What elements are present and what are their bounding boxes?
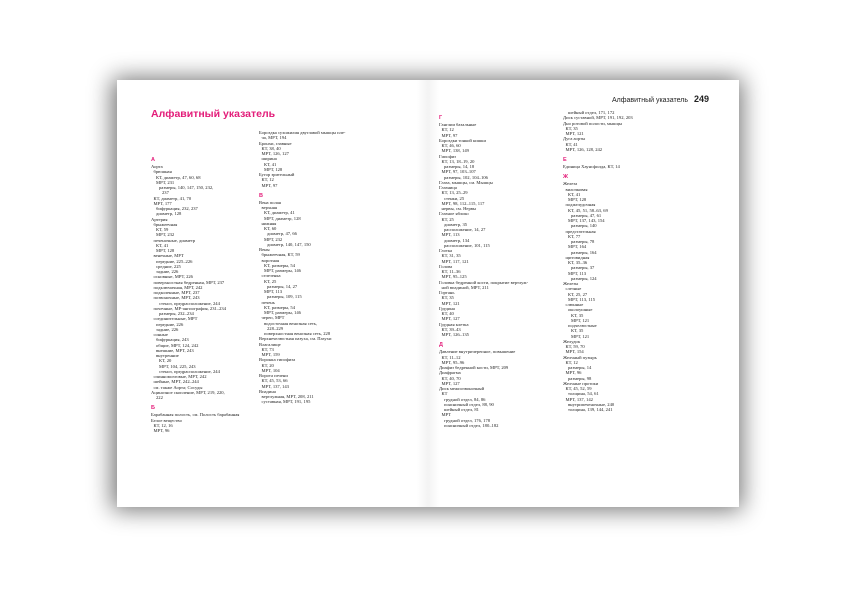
index-entry: размеры, 37	[571, 265, 595, 271]
index-letter-heading: Б	[151, 405, 155, 412]
index-entry: ча, МРТ, 194	[261, 135, 287, 141]
index-entry: МРТ, 121	[565, 131, 584, 136]
index-entry: поджелудочная	[565, 202, 596, 208]
index-entry: стеноз, предрасположение, 244	[159, 368, 220, 374]
index-entry: размеры, 78	[571, 239, 595, 244]
index-entry: Глазное яблоко	[439, 211, 469, 217]
index-column-2	[259, 130, 371, 405]
index-letter-heading: В	[259, 192, 263, 199]
index-entry: поверхностная бедренная, МРТ, 237	[153, 279, 225, 285]
index-entry: КТ, 40	[441, 311, 454, 316]
index-entry: КТ, 25	[264, 278, 277, 284]
index-entry: ширина	[261, 156, 277, 162]
index-entry: КТ, 35	[565, 125, 578, 131]
index-entry: МРТ, 113	[441, 232, 460, 238]
index-entry: МРТ, 117, 121	[441, 258, 469, 264]
index-entry: МРТ, 137, 143	[261, 383, 289, 389]
running-head-title: Алфавитный указатель	[611, 97, 688, 104]
index-entry: верхняя	[261, 205, 277, 210]
index-entry: брюшная	[153, 169, 172, 175]
index-entry: КТ, 12, 16	[153, 422, 173, 428]
index-entry: задние, 226	[156, 326, 179, 332]
index-entry: МРТ, 128	[264, 166, 283, 172]
index-entry: КТ, 45, 51, 58–63, 69	[568, 207, 608, 213]
index-entry: КТ, 12	[565, 359, 578, 365]
index-entry: МРТ, 231	[156, 179, 175, 185]
index-entry: Бороздка сухожилия двуглавой мышцы пле-	[259, 130, 346, 135]
index-entry: подчелюстные	[568, 323, 597, 328]
index-entry: нижняя	[261, 220, 277, 226]
index-entry: подколенные, МРТ, 237	[153, 290, 200, 295]
index-entry: КТ, 13, 18–19, 20	[441, 158, 475, 164]
index-entry: размеры, 102, 104–106	[444, 174, 488, 180]
index-entry: Голова	[439, 263, 453, 269]
index-entry: МРТ, 128	[156, 248, 175, 253]
index-entry: размеры, 47, 61	[571, 212, 602, 218]
index-entry: КТ, 40, 70	[441, 375, 461, 381]
index-entry: см. также Аорта; Сосуды	[153, 384, 203, 390]
index-entry: печеночные, диаметр	[153, 237, 196, 243]
index-entry: шейный отдел, 171, 172	[568, 110, 615, 115]
index-entry: размеры, 14, 27	[267, 283, 298, 289]
index-entry: Грудина	[439, 305, 455, 311]
index-entry: МРТ, 159	[261, 352, 280, 357]
index-entry: КТ, 35	[571, 328, 584, 334]
index-entry: Дуга аорты	[563, 136, 586, 142]
index-entry: Желчные протоки	[563, 380, 599, 386]
page-number: 249	[693, 94, 709, 104]
index-entry: КТ, 45, 52, 59	[565, 386, 592, 391]
index-entry: почечные, МР-ангиография, 231–234	[153, 305, 227, 311]
index-entry: диаметр, 128	[156, 211, 182, 217]
index-entry: КТ, размеры, 54	[264, 304, 296, 310]
index-entry: основные, МРТ, 226	[153, 274, 193, 280]
index-entry: Ганглии базальные	[439, 122, 477, 127]
index-entry: МРТ, 137, 143, 154	[568, 218, 605, 223]
index-entry: МРТ, 97	[261, 182, 278, 188]
index-entry: КТ, 12	[261, 177, 274, 183]
index-entry: КТ	[441, 391, 448, 397]
index-entry: МРТ, 96	[153, 428, 170, 433]
index-entry: КТ, 11–36	[441, 269, 461, 274]
index-entry: Железа	[563, 181, 578, 187]
index-entry: размеры, 109, 115	[267, 294, 302, 300]
index-entry: МРТ, 126, 128, 242	[565, 146, 603, 152]
index-entry: КТ, 59	[156, 227, 169, 232]
index-entry: МРТ, 121	[571, 317, 590, 323]
index-entry: грудной отдел, 84, 86	[444, 396, 486, 402]
index-entry: Диафиз бедренной кости, МРТ, 209	[439, 365, 509, 370]
index-entry: КТ, 41	[565, 141, 578, 147]
index-entry: стенки, 25	[444, 195, 465, 201]
index-letter-heading: Ж	[563, 174, 568, 181]
index-entry: МРТ, 121	[571, 333, 590, 339]
index-entry: КТ, 11–12	[441, 354, 461, 360]
index-entry: Желудок	[563, 338, 581, 344]
index-entry: 222	[156, 395, 163, 400]
index-entry: КТ, диаметр, 47, 60, 68	[156, 174, 201, 180]
index-entry: МРТ, 97	[441, 132, 458, 138]
index-entry: поясничный отдел, 88, 90	[444, 401, 494, 407]
index-entry: КТ, 25	[441, 216, 454, 222]
page-gutter	[417, 80, 439, 507]
index-column-3	[439, 110, 551, 428]
index-entry: щитовидная	[565, 254, 590, 260]
running-head	[612, 94, 709, 104]
index-entry: Бугор зрительный	[259, 172, 295, 177]
index-entry: шейные, МРТ, 242–244	[153, 379, 199, 385]
index-entry: внутрипеченочные, 240	[568, 401, 615, 407]
index-entry: вилочковая	[565, 186, 588, 192]
index-entry: КТ, 41	[568, 191, 581, 197]
index-entry: передние, 225–226	[156, 258, 193, 264]
index-entry: размеры, 232–234	[159, 311, 194, 316]
index-entry: нервы, см. Нервы	[441, 206, 476, 211]
index-entry: Железы	[563, 281, 579, 286]
index-entry: КТ, 20	[261, 362, 274, 368]
index-entry: Грудная клетка	[439, 321, 469, 327]
index-entry: Бронхи, главные	[259, 140, 292, 146]
index-entry: МРТ, 126, 127	[261, 151, 289, 156]
index-entry: КТ, 45, 53, 66	[261, 378, 288, 384]
index-entry: селезенка	[261, 273, 281, 279]
index-title: Алфавитный указатель	[151, 108, 276, 120]
index-entry: Глотка	[439, 248, 453, 253]
index-entry: размеры, 124	[571, 275, 597, 281]
index-entry: передние, 226	[156, 321, 184, 327]
index-letter-heading: Д	[439, 342, 443, 349]
index-entry: МРТ, диаметр, 128	[264, 215, 301, 221]
index-entry: МРТ, 164	[568, 244, 587, 250]
index-entry: диаметр, 134	[444, 237, 470, 243]
index-entry: воротная	[261, 257, 280, 263]
index-entry: венечные, МРТ	[153, 253, 184, 259]
index-entry: Головка бедренной кости, покрытие вертлуж-	[439, 279, 529, 285]
index-entry: КТ, 60	[264, 226, 277, 231]
index-entry: МРТ, 154	[565, 349, 584, 355]
index-entry: диаметр, 47, 66	[267, 231, 297, 237]
index-entry: общие, МРТ, 124, 242	[156, 342, 199, 348]
index-entry: водосточная венозная сеть,	[264, 320, 318, 326]
index-entry: КТ, 35	[571, 312, 584, 318]
index-letter-heading: Г	[439, 115, 443, 121]
index-entry: МРТ, 113, 115	[568, 296, 596, 302]
index-entry: печень	[261, 299, 275, 305]
index-entry: МРТ, 96	[565, 370, 582, 376]
index-entry: МРТ, 104, 225, 243	[159, 363, 196, 369]
index-entry: КТ, 35	[441, 295, 454, 301]
index-entry: МРТ, 138, 149	[441, 148, 469, 154]
index-entry: брыжеечная, КТ, 59	[261, 252, 300, 258]
index-entry: Ацинозное скопление, МРТ, 219, 220,	[151, 389, 225, 395]
index-entry: МРТ, 121	[441, 300, 460, 306]
index-entry: МРТ, 98, 112–115, 117	[441, 200, 485, 206]
index-entry: КТ, 35–36	[568, 260, 588, 265]
index-entry: МРТ, размеры, 146	[264, 310, 301, 315]
index-entry: размеры, 140	[571, 223, 597, 229]
index-entry: КТ, 41	[156, 242, 169, 248]
index-entry: КТ, 20	[159, 358, 172, 364]
index-entry: грудной отдел, 176, 178	[444, 417, 491, 423]
index-column-4	[563, 110, 675, 412]
index-entry: слезные	[565, 286, 582, 292]
index-entry: Белое вещество	[151, 417, 182, 423]
index-entry: суставная, МРТ, 191, 195	[261, 399, 311, 405]
index-entry: МРТ, 232	[264, 236, 283, 242]
book-spread	[117, 80, 739, 507]
index-entry: размеры, 140, 147, 150, 232,	[159, 185, 214, 190]
index-entry: МРТ, 97, 103–107	[441, 169, 476, 175]
index-entry: МРТ, 95–96	[441, 359, 465, 365]
index-entry: КТ, диаметр, 41, 70	[153, 195, 192, 201]
index-entry: Вены	[259, 247, 270, 252]
index-entry: Гипофиз	[439, 153, 456, 159]
index-entry: Диафрагма	[439, 370, 461, 376]
index-entry: МРТ, 128	[568, 197, 587, 202]
index-entry: череп, МРТ	[261, 315, 285, 321]
index-entry: Бороздки тонкой кишки	[439, 137, 486, 143]
index-entry: КТ, 25, 27	[568, 291, 588, 297]
index-entry: КТ, 12	[441, 127, 454, 133]
index-entry: Диск суставной, МРТ, 191, 192, 203	[563, 115, 633, 121]
index-entry: МРТ, 137, 142	[565, 396, 593, 402]
index-entry: размеры, 14	[568, 365, 592, 370]
index-entry: МРТ, 104	[261, 367, 280, 373]
index-entry: КТ, 59, 70	[565, 344, 585, 349]
index-entry: Влагалище	[259, 341, 281, 347]
index-entry: шейный отдел, 81	[444, 407, 479, 412]
index-entry: сонные	[153, 332, 168, 337]
index-letter-heading: Е	[563, 157, 567, 163]
index-entry: КТ, 73	[261, 346, 274, 352]
index-entry: МРТ	[441, 412, 452, 418]
index-column-1	[151, 152, 263, 433]
index-entry: Глаза, мышцы, см. Мышцы	[439, 179, 493, 185]
index-entry: размеры, 14, 18	[444, 164, 475, 169]
index-entry: ной впадиной, МРТ, 211	[441, 284, 489, 290]
index-entry: КТ, 46, 60	[441, 143, 461, 148]
index-entry: позвоночные, МРТ, 243	[153, 295, 200, 301]
index-letter-heading: А	[151, 157, 155, 163]
index-entry: КТ, 77	[568, 233, 581, 239]
index-entry: КТ, 41	[264, 161, 277, 167]
index-entry: бифуркация, 232, 237	[156, 206, 198, 211]
index-entry: Барабанная полость, см. Полость барабанная	[151, 412, 240, 418]
index-entry: МРТ, 127	[441, 316, 460, 322]
index-entry: предстательная	[565, 228, 596, 234]
index-entry: КТ, 39–43	[441, 326, 461, 332]
index-entry: толщина, 54, 61	[568, 391, 599, 397]
index-entry: соединительные, МРТ	[153, 316, 198, 322]
index-entry: Единица Хаунсфилда, КТ, 14	[563, 164, 620, 169]
index-entry: размеры, 164	[571, 249, 597, 255]
index-entry: вертлужная, МРТ, 208, 211	[261, 394, 314, 399]
index-entry: средние, 225	[156, 263, 181, 269]
index-entry: поверхностная венозная сеть, 228	[264, 331, 331, 336]
index-entry: бифуркация, 243	[156, 337, 189, 343]
index-entry: Воронка гипофиза	[259, 357, 296, 363]
index-entry: МРТ, размеры, 146	[264, 268, 301, 273]
index-entry: 228–229	[267, 325, 284, 331]
index-entry: брыжеечная	[153, 221, 178, 227]
index-entry: МРТ, 126–135	[441, 332, 469, 337]
index-entry: Гортань	[439, 290, 455, 295]
index-entry: задние, 226	[156, 269, 179, 274]
index-entry: подключичная, МРТ, 242	[153, 284, 203, 290]
index-entry: Давление внутричерепное, повышение	[439, 349, 516, 355]
index-entry: КТ, 38, 40	[261, 145, 281, 151]
index-entry: КТ, 13, 25–29	[441, 190, 468, 196]
index-entry: расположение, 14, 27	[444, 227, 486, 232]
index-entry: диаметр, 35	[444, 221, 468, 227]
index-entry: Дно ротовой полости, мышцы	[563, 120, 623, 126]
index-entry: стеноз, предрасположение, 244	[159, 300, 220, 306]
index-entry: слюнные	[565, 302, 584, 307]
index-entry: толщина, 139, 144, 241	[568, 407, 613, 412]
index-entry: Вена полая	[259, 199, 281, 205]
index-entry: МРТ, 177	[153, 200, 172, 206]
index-entry: Диск межпозвоночный	[439, 386, 485, 391]
index-entry: Артерия	[151, 216, 168, 222]
index-entry: Глазница	[439, 185, 457, 190]
index-entry: околоушные	[568, 307, 593, 313]
index-entry: МРТ, 113	[568, 270, 587, 276]
index-entry: Желчный пузырь	[563, 354, 597, 360]
index-entry: МРТ, 113	[264, 289, 283, 294]
index-entry: КТ, диаметр, 41	[264, 210, 295, 216]
index-entry: КТ, размеры, 54	[264, 262, 296, 268]
index-entry: КТ, 31, 35	[441, 253, 461, 259]
index-entry: спинномозговые, МРТ, 242	[153, 374, 207, 379]
index-entry: внешние, МРТ, 243	[156, 347, 194, 353]
index-entry: МРТ, 232	[156, 232, 175, 238]
index-entry: размеры, 98	[568, 375, 592, 381]
index-entry: МРТ, 127	[441, 380, 460, 386]
index-entry: Аорта	[151, 164, 163, 169]
index-entry: Впадина	[259, 388, 276, 394]
index-entry: МРТ, 95–125	[441, 274, 467, 280]
index-entry: диаметр, 140, 147, 150	[267, 241, 311, 247]
index-entry: поясничный отдел, 180–182	[444, 422, 499, 428]
index-entry: расположение, 101, 115	[444, 242, 490, 248]
index-entry: внутренние	[156, 353, 179, 358]
index-entry: 237	[162, 190, 169, 196]
index-entry: Верхнечелюстная пазуха, см. Пазухи	[259, 336, 332, 342]
index-entry: Ворота печени	[259, 373, 288, 378]
